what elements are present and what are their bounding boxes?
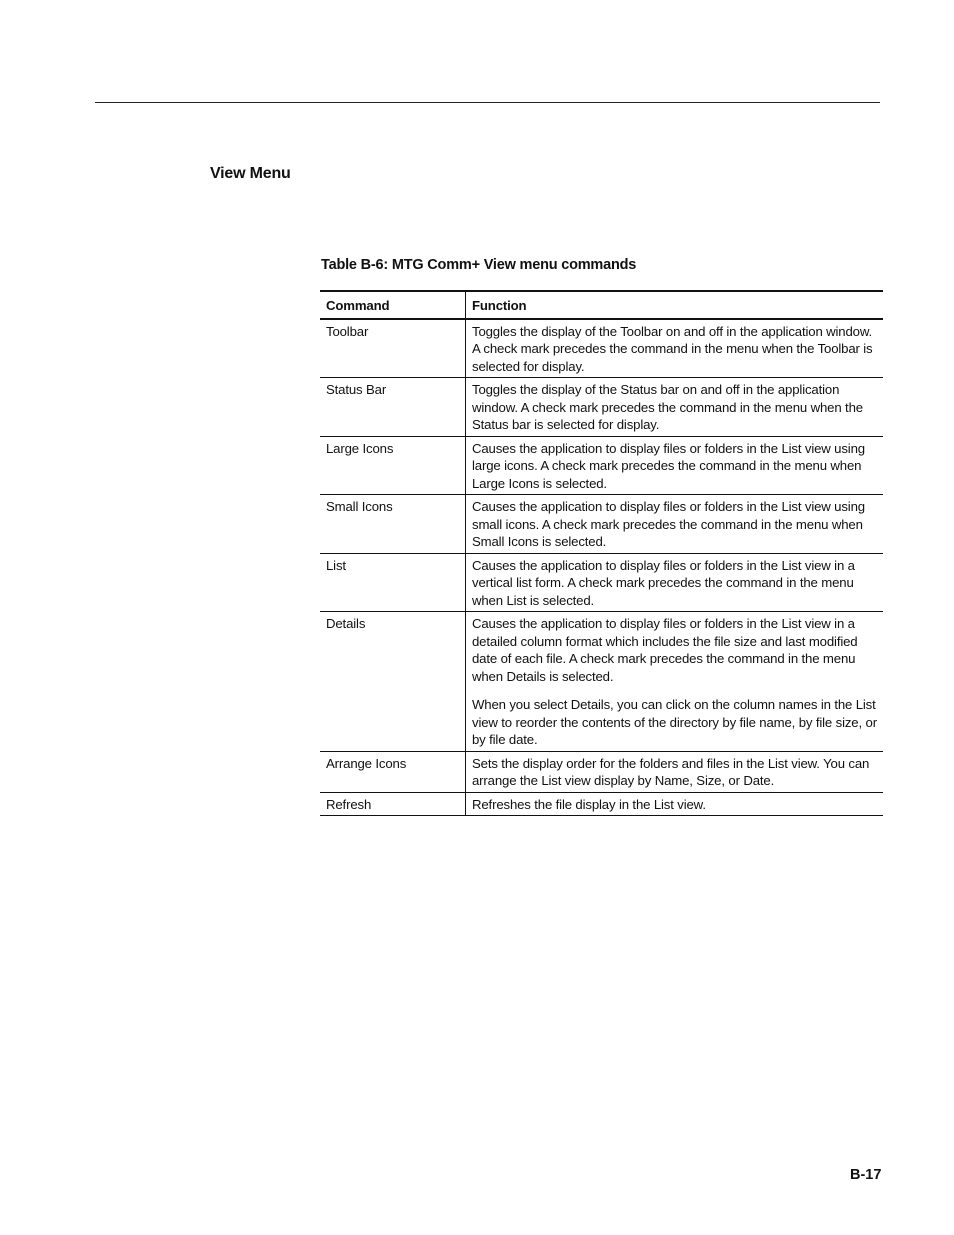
function-paragraph: Causes the application to display files or folders in the List view using large icons. A check mark precedes the command in the menu when Large Icons is selected. xyxy=(472,440,865,491)
function-paragraph: Refreshes the file display in the List view. xyxy=(472,796,706,812)
table-header-row xyxy=(320,291,883,319)
table-row xyxy=(320,319,883,378)
function-cell xyxy=(466,436,884,495)
page-number: B-17 xyxy=(850,1167,882,1183)
function-paragraph: Causes the application to display files or folders in the List view in a vertical list form. A check mark precedes the command in the menu when List is selected. xyxy=(472,557,855,608)
command-cell: Large Icons xyxy=(320,436,466,495)
table-row xyxy=(320,792,883,816)
function-cell xyxy=(466,792,884,816)
function-cell xyxy=(466,319,884,378)
function-paragraph: Causes the application to display files or folders in the List view in a detailed column format which includes the file size and last modified date of each file. A check mark precedes the command in the menu when Details is selected. xyxy=(472,616,858,684)
command-cell: Details xyxy=(320,612,466,752)
function-cell xyxy=(466,751,884,792)
function-cell xyxy=(466,495,884,554)
function-paragraph: Sets the display order for the folders and files in the List view. You can arrange the List view display by Name, Size, or Date. xyxy=(472,755,870,788)
column-header-command: Command xyxy=(320,291,466,319)
command-cell: Refresh xyxy=(320,792,466,816)
table-row xyxy=(320,436,883,495)
command-cell: Status Bar xyxy=(320,378,466,437)
header-rule xyxy=(95,102,880,103)
table-body xyxy=(320,319,883,816)
function-cell xyxy=(466,378,884,437)
function-cell xyxy=(466,553,884,612)
command-cell: Toolbar xyxy=(320,319,466,378)
view-menu-commands-table xyxy=(320,290,883,816)
section-heading: View Menu xyxy=(210,165,291,182)
command-cell: Small Icons xyxy=(320,495,466,554)
table-row xyxy=(320,378,883,437)
command-cell: List xyxy=(320,553,466,612)
table-row xyxy=(320,751,883,792)
column-header-function: Function xyxy=(466,291,884,319)
function-paragraph: When you select Details, you can click on the column names in the List view to reorder the contents of the directory by file name, by file size, or by file date. xyxy=(472,697,877,747)
function-paragraph: Toggles the display of the Toolbar on and off in the application window. A check mark precedes the command in the menu when the Toolbar is selected for display. xyxy=(472,323,873,374)
function-paragraph: Causes the application to display files or folders in the List view using small icons. A check mark precedes the command in the menu when Small Icons is selected. xyxy=(472,499,865,549)
table-row xyxy=(320,553,883,612)
function-cell xyxy=(466,612,884,752)
table-caption: Table B-6: MTG Comm+ View menu commands xyxy=(321,257,637,273)
command-cell: Arrange Icons xyxy=(320,751,466,792)
table-row xyxy=(320,612,883,752)
table-row xyxy=(320,495,883,554)
function-paragraph: Toggles the display of the Status bar on and off in the application window. A check mark precedes the command in the menu when the Status bar is selected for display. xyxy=(472,382,863,432)
